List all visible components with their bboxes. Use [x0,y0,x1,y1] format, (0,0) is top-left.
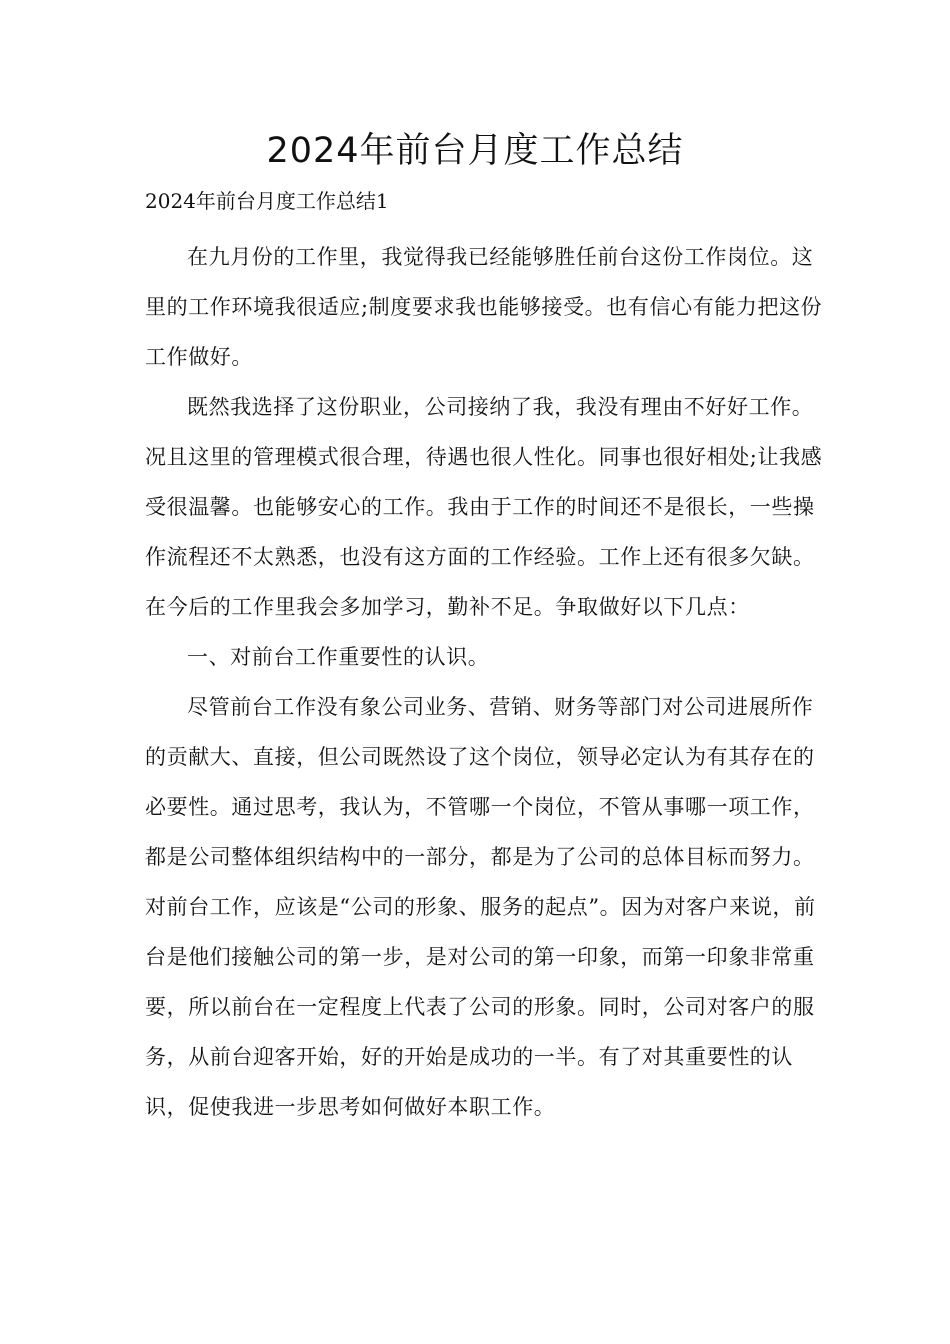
paragraph-1: 在九月份的工作里，我觉得我已经能够胜任前台这份工作岗位。这里的工作环境我很适应;制度要求我也能够接受。也有信心有能力把这份工作做好。 [145,245,823,369]
document-title: 2024年前台月度工作总结 [266,131,684,171]
document-subtitle: 2024年前台月度工作总结1 [145,189,389,213]
paragraph-2: 既然我选择了这份职业，公司接纳了我，我没有理由不好好工作。况且这里的管理模式很合理，待遇也很人性化。同事也很好相处;让我感受很温馨。也能够安心的工作。我由于工作的时间还不是很长，一些操作流程还不太熟悉，也没有这方面的工作经验。工作上还有很多欠缺。在今后的工作里我会多加学习，勤补不足。争取做好以下几点： [145,395,823,619]
paragraph-4: 尽管前台工作没有象公司业务、营销、财务等部门对公司进展所作的贡献大、直接，但公司既然设了这个岗位，领导必定认为有其存在的必要性。通过思考，我认为，不管哪一个岗位，不管从事哪一项工作，都是公司整体组织结构中的一部分，都是为了公司的总体目标而努力。对前台工作，应该是“公司的形象、服务的起点”。因为对客户来说，前台是他们接触公司的第一步，是对公司的第一印象，而第一印象非常重要，所以前台在一定程度上代表了公司的形象。同时，公司对客户的服务，从前台迎客开始，好的开始是成功的一半。有了对其重要性的认识，促使我进一步思考如何做好本职工作。 [145,695,816,1119]
paragraph-3: 一、对前台工作重要性的认识。 [187,645,490,669]
document-body [145,232,825,1132]
